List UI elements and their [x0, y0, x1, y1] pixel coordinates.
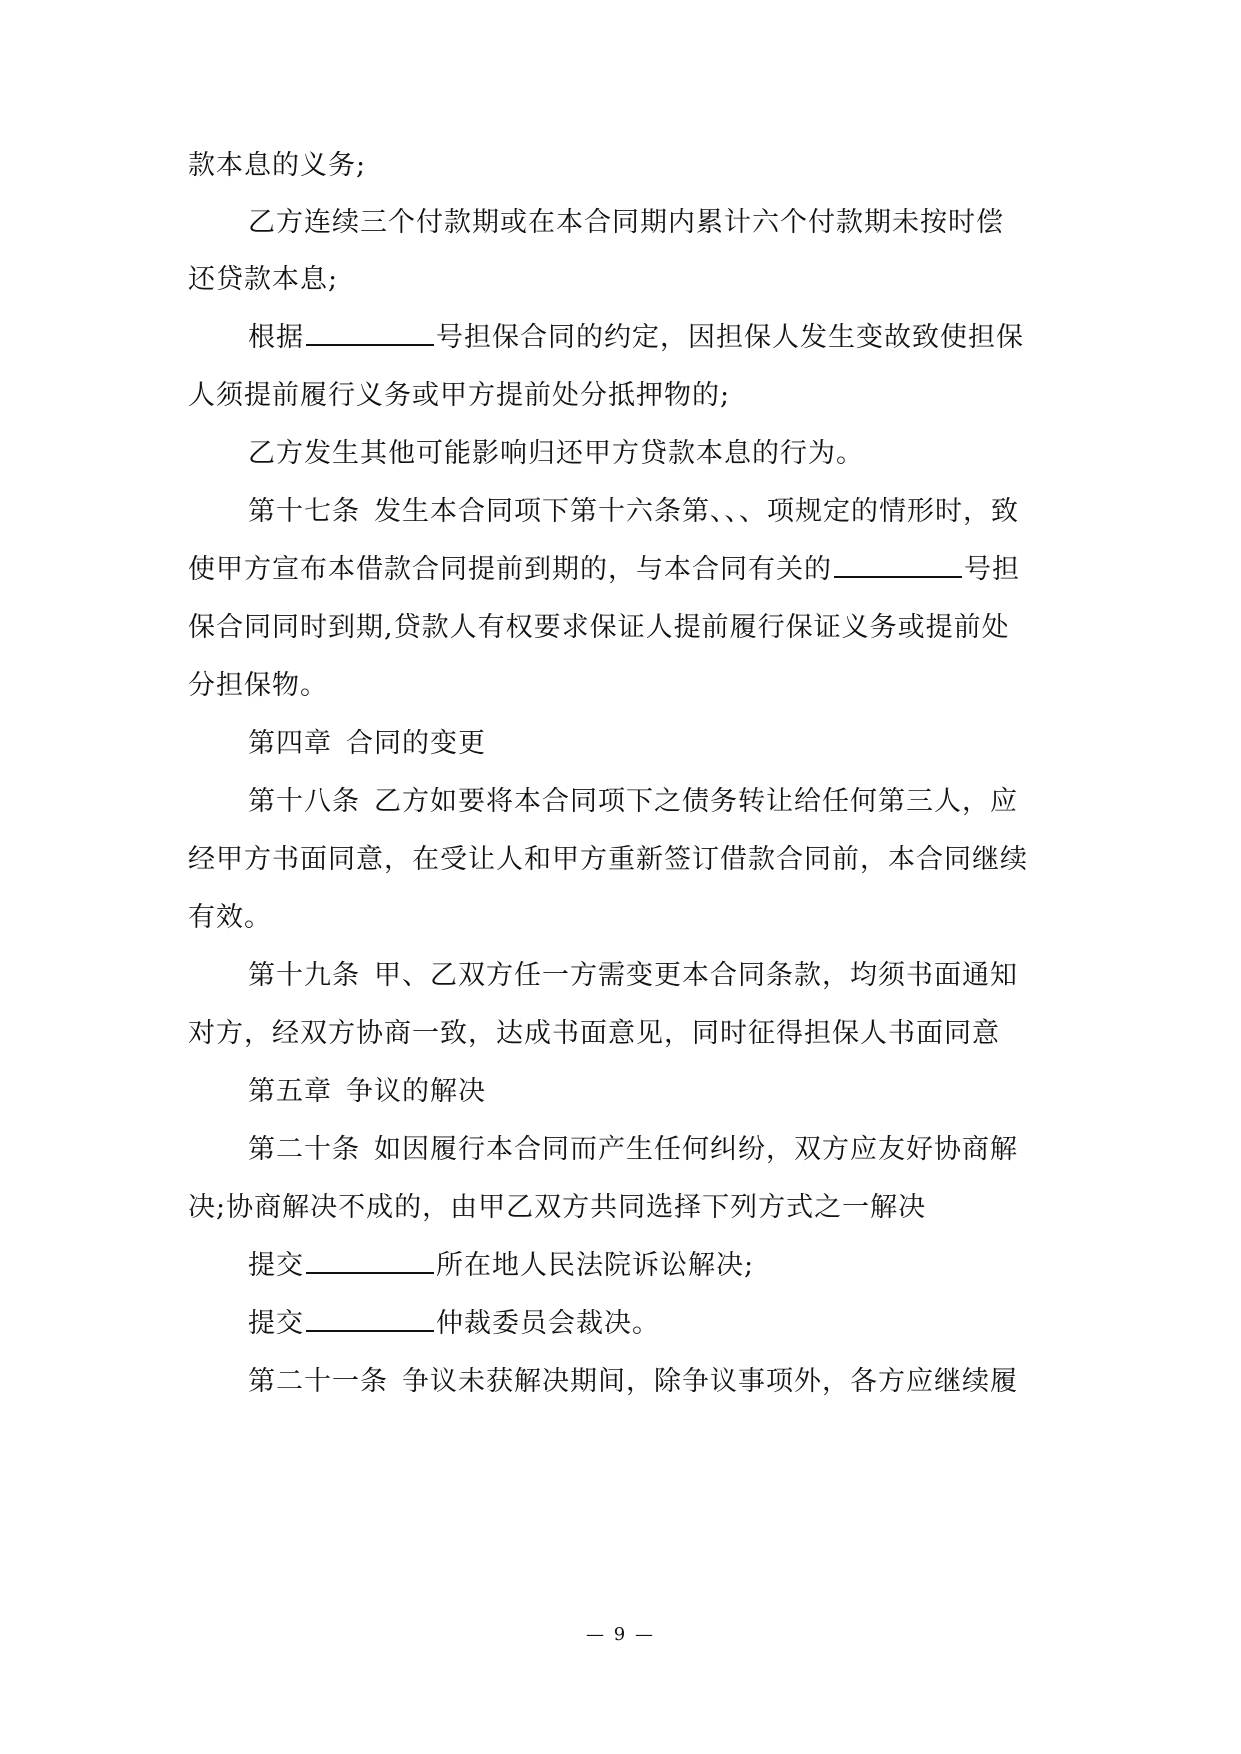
- text-line: [188, 1188, 926, 1228]
- text: 如因履行本合同而产生任何纠纷，双方应友好协商解: [374, 1134, 1018, 1165]
- chapter-number: 第五章: [248, 1076, 332, 1107]
- article-number: 第二十条: [248, 1134, 360, 1165]
- text-line: [188, 146, 366, 186]
- text-line: [248, 1362, 1018, 1402]
- text: 乙方连续三个付款期或在本合同期内累计六个付款期未按时偿: [248, 207, 1004, 238]
- text: 分担保物。: [188, 670, 328, 701]
- text-line: [248, 1246, 754, 1286]
- blank-field: [306, 1250, 434, 1274]
- text: 发生本合同项下第十六条第、、、项规定的情形时，致: [374, 496, 1019, 527]
- text: 还贷款本息;: [188, 264, 339, 295]
- text: 乙方发生其他可能影响归还甲方贷款本息的行为。: [248, 438, 864, 469]
- text-line: [188, 608, 1010, 648]
- text-line: [188, 260, 338, 300]
- chapter-heading: [248, 724, 486, 764]
- text: 甲、乙双方任一方需变更本合同条款，均须书面通知: [374, 960, 1018, 991]
- blank-field: [834, 554, 962, 578]
- text: 人须提前履行义务或甲方提前处分抵押物的;: [188, 380, 731, 411]
- text: 所在地人民法院诉讼解决;: [436, 1250, 755, 1281]
- text-line: [188, 666, 328, 706]
- text: 提交: [248, 1250, 304, 1281]
- article-number: 第二十一条: [248, 1366, 388, 1397]
- text-line: [248, 318, 1024, 358]
- text-line: [248, 1304, 660, 1344]
- text: 乙方如要将本合同项下之债务转让给任何第三人，应: [374, 786, 1018, 817]
- text: 争议未获解决期间，除争议事项外，各方应继续履: [402, 1366, 1018, 1397]
- text-line: [188, 1014, 1000, 1054]
- text: 有效。: [188, 902, 272, 933]
- text-line: [248, 956, 1018, 996]
- blank-field: [306, 322, 434, 346]
- text: 经甲方书面同意，在受让人和甲方重新签订借款合同前，本合同继续: [188, 844, 1028, 875]
- text-line: [248, 782, 1018, 822]
- text: 对方，经双方协商一致，达成书面意见，同时征得担保人书面同意: [188, 1018, 1000, 1049]
- text: 根据: [248, 322, 304, 353]
- article-number: 第十七条: [248, 496, 360, 527]
- text: 仲裁委员会裁决。: [436, 1308, 660, 1339]
- text-line: [248, 1130, 1018, 1170]
- chapter-heading: [248, 1072, 486, 1112]
- article-number: 第十八条: [248, 786, 360, 817]
- text: 款本息的义务;: [188, 150, 367, 181]
- text-line: [248, 492, 1019, 532]
- blank-field: [306, 1308, 434, 1332]
- chapter-number: 第四章: [248, 728, 332, 759]
- chapter-title: 合同的变更: [346, 728, 486, 759]
- text-line: [248, 203, 1004, 243]
- page-number: — 9 —: [586, 1624, 655, 1645]
- text: 保合同同时到期,贷款人有权要求保证人提前履行保证义务或提前处: [188, 612, 1010, 643]
- text: 号担保合同的约定，因担保人发生变故致使担保: [436, 322, 1024, 353]
- text-line: [188, 376, 730, 416]
- text-line: [188, 898, 272, 938]
- text-line: [188, 840, 1028, 880]
- text: 使甲方宣布本借款合同提前到期的，与本合同有关的: [188, 554, 832, 585]
- article-number: 第十九条: [248, 960, 360, 991]
- text-line: [188, 550, 1020, 590]
- text: 决;协商解决不成的，由甲乙双方共同选择下列方式之一解决: [188, 1192, 927, 1223]
- text-line: [248, 434, 864, 474]
- chapter-title: 争议的解决: [346, 1076, 486, 1107]
- text: 提交: [248, 1308, 304, 1339]
- text: 号担: [964, 554, 1020, 585]
